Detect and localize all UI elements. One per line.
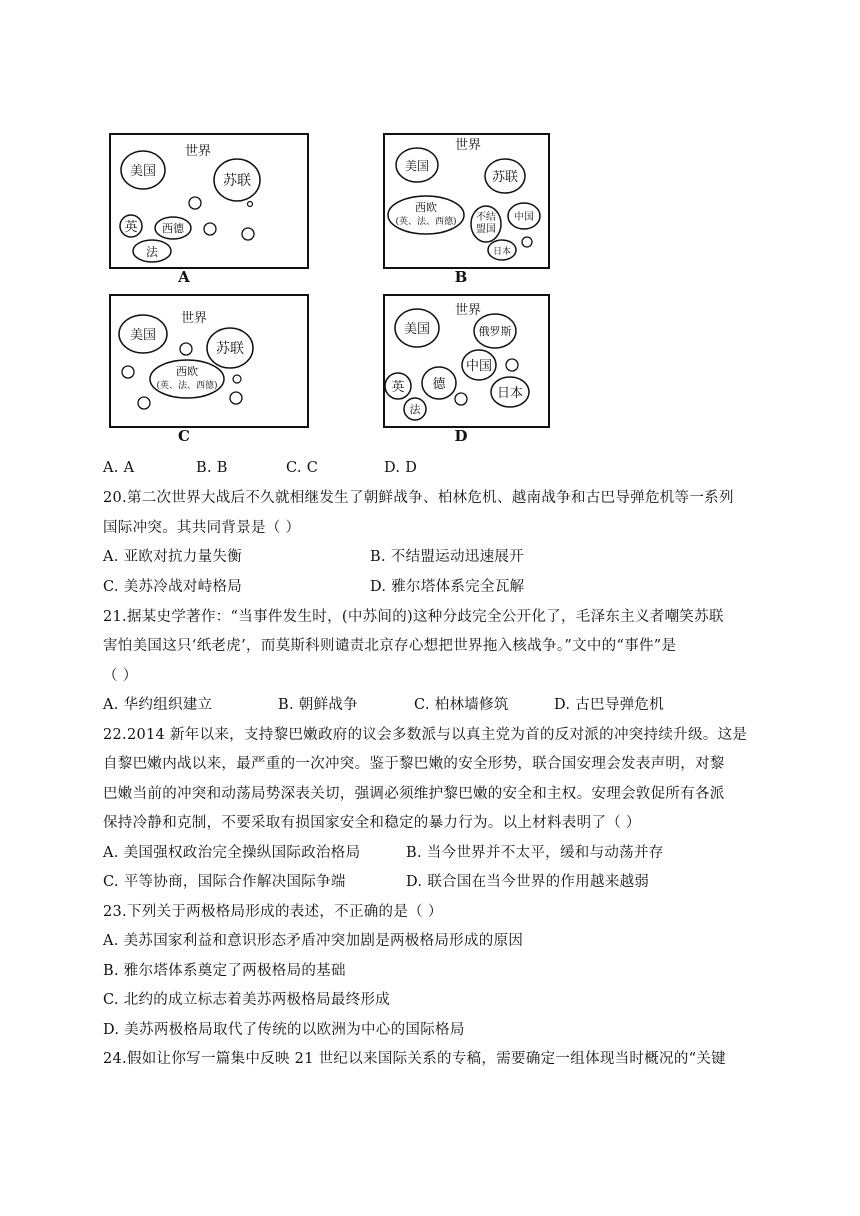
diagram-b-us-label: 美国 xyxy=(404,159,430,173)
diagram-d xyxy=(383,294,550,433)
diagram-d-jp-label: 日本 xyxy=(496,386,524,401)
q21-option-d[interactable]: D. 古巴导弹危机 xyxy=(554,697,665,713)
q22-option-d[interactable]: D. 联合国在当今世界的作用越来越弱 xyxy=(406,874,650,890)
q21-option-a[interactable]: A. 华约组织建立 xyxy=(103,697,213,713)
q23-option-b[interactable]: B. 雅尔塔体系奠定了两极格局的基础 xyxy=(103,963,346,979)
q20-option-d[interactable]: D. 雅尔塔体系完全瓦解 xyxy=(370,579,525,595)
diagram-d-fr-label: 法 xyxy=(409,403,421,416)
q20-stem-line-2: 国际冲突。其共同背景是（ ） xyxy=(103,520,301,536)
q23-option-c[interactable]: C. 北约的成立标志着美苏两极格局最终形成 xyxy=(103,992,391,1008)
q19-option-d[interactable]: D. D xyxy=(384,460,418,476)
q22-stem-line-3: 巴嫩当前的冲突和动荡局势深表关切，强调必须维护黎巴嫩的安全和主权。安理会敦促所有各派 xyxy=(103,786,725,802)
diagram-d-uk-label: 英 xyxy=(391,380,405,395)
diagram-c-we-label: 西欧 xyxy=(176,365,198,378)
q22-stem-line-1: 22.2014 新年以来，支持黎巴嫩政府的议会多数派与以真主党为首的反对派的冲突持续升级。这是 xyxy=(103,727,748,743)
q23-stem-line-1: 23.下列关于两极格局形成的表述，不正确的是（ ） xyxy=(103,904,443,920)
diagram-d-de-label: 德 xyxy=(432,377,446,392)
q20-option-c[interactable]: C. 美苏冷战对峙格局 xyxy=(103,579,243,595)
diagram-a-uk-label: 英 xyxy=(124,220,138,235)
q22-option-c[interactable]: C. 平等协商，国际合作解决国际争端 xyxy=(103,874,346,890)
q20-option-a[interactable]: A. 亚欧对抗力量失衡 xyxy=(103,549,242,565)
diagram-d-us-label: 美国 xyxy=(403,322,431,337)
q22-option-b[interactable]: B. 当今世界并不太平，缓和与动荡并存 xyxy=(406,845,664,861)
diagram-d-caption: D xyxy=(454,427,468,445)
q19-option-b[interactable]: B. B xyxy=(196,460,228,476)
diagram-d-cn-label: 中国 xyxy=(465,359,493,374)
q20-option-b[interactable]: B. 不结盟运动迅速展开 xyxy=(370,549,524,565)
q20-stem-line-1: 20.第二次世界大战后不久就相继发生了朝鲜战争、柏林危机、越南战争和古巴导弹危机等一系列 xyxy=(103,490,734,506)
diagram-b-su-label: 苏联 xyxy=(491,170,519,185)
diagram-c-su-label: 苏联 xyxy=(216,341,244,357)
diagram-b-caption: B xyxy=(454,268,468,286)
q23-option-d[interactable]: D. 美苏两极格局取代了传统的以欧洲为中心的国际格局 xyxy=(103,1022,465,1038)
diagram-a xyxy=(109,133,309,274)
diagram-b-nam-label-1: 不结 xyxy=(476,212,496,223)
diagram-a-caption: A xyxy=(178,268,190,286)
diagram-c xyxy=(109,294,309,433)
q23-option-a[interactable]: A. 美苏国家利益和意识形态矛盾冲突加剧是两极格局形成的原因 xyxy=(103,933,524,949)
q21-stem-line-2: 害怕美国这只‘纸老虎’，而莫斯科则谴责北京存心想把世界拖入核战争。”文中的“事件”是 xyxy=(103,638,677,654)
q24-stem-line-1: 24.假如让你写一篇集中反映 21 世纪以来国际关系的专稿，需要确定一组体现当时概况的“关键 xyxy=(103,1051,726,1067)
diagram-d-world-label: 世界 xyxy=(455,303,482,318)
diagram-b xyxy=(383,133,550,274)
diagram-c-we-members: (英、法、西德) xyxy=(156,381,218,391)
q21-stem-line-1: 21.据某史学著作：“当事件发生时，(中苏间的)这种分歧完全公开化了，毛泽东主义者嘲笑苏联 xyxy=(103,609,724,625)
q22-stem-line-4: 保持冷静和克制，不要采取有损国家安全和稳定的暴力行为。以上材料表明了（ ） xyxy=(103,815,641,831)
diagram-a-fr-label: 法 xyxy=(145,245,159,259)
q21-option-b[interactable]: B. 朝鲜战争 xyxy=(278,697,358,713)
diagram-b-we-label: 西欧 xyxy=(415,201,437,214)
diagram-a-wg-label: 西德 xyxy=(162,222,184,235)
q19-option-c[interactable]: C. C xyxy=(286,460,319,476)
diagram-a-us-label: 美国 xyxy=(129,164,157,179)
q21-stem-line-3: （ ） xyxy=(103,668,138,684)
diagram-a-world-label: 世界 xyxy=(185,144,212,159)
diagram-a-su-label: 苏联 xyxy=(223,173,251,189)
diagram-d-ru-label: 俄罗斯 xyxy=(478,325,512,338)
q22-stem-line-2: 自黎巴嫩内战以来，最严重的一次冲突。鉴于黎巴嫩的安全形势，联合国安理会发表声明，对黎 xyxy=(103,756,725,772)
diagram-b-we-members: (英、法、西德) xyxy=(395,217,457,227)
diagram-c-caption: C xyxy=(178,427,190,445)
q19-option-a[interactable]: A. A xyxy=(103,460,135,476)
diagram-b-world-label: 世界 xyxy=(455,138,482,153)
diagram-b-cn-label: 中国 xyxy=(514,212,534,223)
diagram-c-world-label: 世界 xyxy=(181,311,208,326)
diagram-b-nam-label-2: 盟国 xyxy=(476,224,496,235)
q22-option-a[interactable]: A. 美国强权政治完全操纵国际政治格局 xyxy=(103,845,361,861)
diagram-b-jp-label: 日本 xyxy=(492,247,512,257)
q21-option-c[interactable]: C. 柏林墙修筑 xyxy=(414,697,509,713)
diagram-c-us-label: 美国 xyxy=(129,328,157,343)
